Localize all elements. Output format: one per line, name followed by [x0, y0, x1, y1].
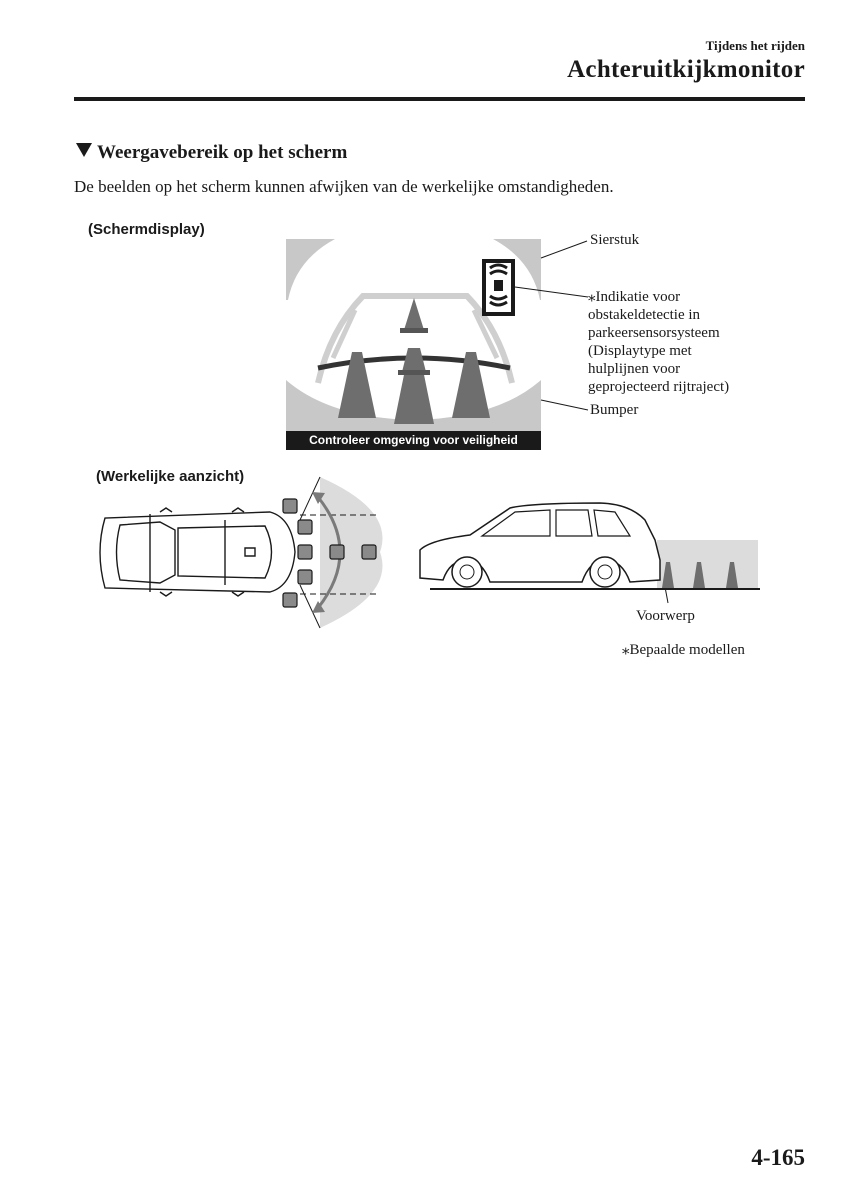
screen-banner: Controleer omgeving voor veiligheid	[309, 433, 518, 447]
page-title: Achteruitkijkmonitor	[567, 56, 805, 83]
chapter-title: Tijdens het rijden	[705, 38, 805, 53]
side-view-car	[420, 503, 760, 589]
indication-line-4: (Displaytype met	[588, 343, 692, 359]
callout-sierstuk: Sierstuk	[590, 232, 640, 248]
section-paragraph: De beelden op het scherm kunnen afwijken van de werkelijke omstandigheden.	[74, 177, 614, 196]
indication-line-6: geprojecteerd rijtraject)	[588, 379, 730, 395]
callout-indication	[588, 288, 729, 396]
indication-line-2: obstakeldetectie in	[588, 307, 701, 323]
top-view-car	[100, 508, 295, 596]
footnote-asterisk: ⁎	[622, 642, 630, 658]
callout-voorwerp: Voorwerp	[636, 608, 695, 624]
indication-line-5: hulplijnen voor	[588, 361, 681, 377]
footnote	[622, 641, 745, 659]
sensor-indicator-icon	[482, 259, 515, 316]
detection-zone	[283, 477, 383, 628]
indication-line-3: parkeersensorsysteem	[588, 325, 720, 341]
indication-line-1: Indikatie voor	[595, 289, 681, 305]
footnote-text: Bepaalde modellen	[629, 642, 745, 658]
callout-bumper: Bumper	[590, 402, 639, 418]
section-heading-text: Weergavebereik op het scherm	[97, 142, 348, 163]
asterisk-mark: ⁎	[588, 289, 596, 305]
screen-display-label: (Schermdisplay)	[88, 221, 205, 238]
screen-display	[286, 239, 541, 450]
real-view-label: (Werkelijke aanzicht)	[96, 468, 245, 485]
page-number: 4-165	[751, 1145, 805, 1170]
